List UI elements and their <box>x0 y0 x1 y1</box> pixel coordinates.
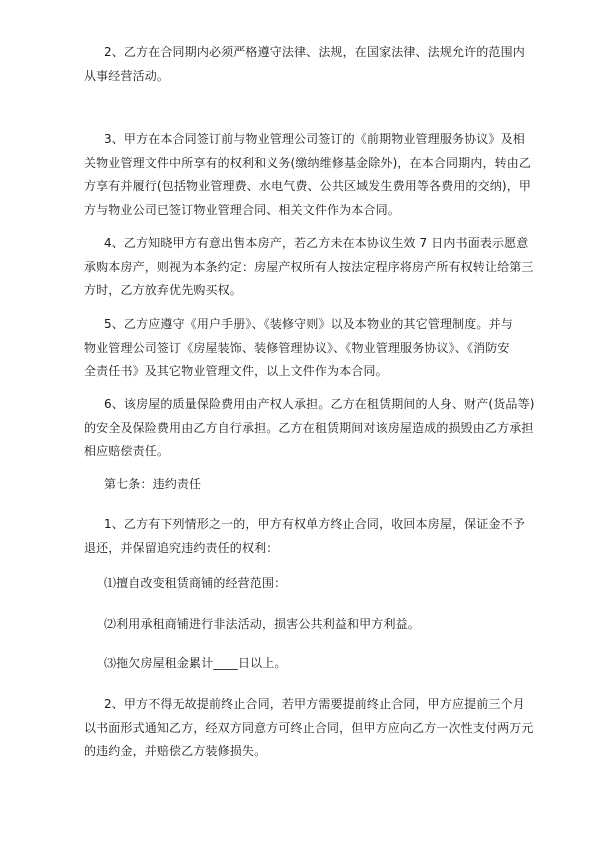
text-line: 承购本房产，则视为本条约定：房屋产权所有人按法定程序将房产所有权转让给第三 <box>84 259 534 274</box>
text-line: 2、甲方不得无故提前终止合同，若甲方需要提前终止合同，甲方应提前三个月 <box>104 697 525 711</box>
list-item-breach-1-3 <box>84 652 514 676</box>
paragraph-breach-1 <box>84 513 525 560</box>
text-line: 方享有并履行(包括物业管理费、水电气费、公共区域发生费用等各费用的交纳)，甲 <box>84 179 532 193</box>
text-line: 的违约金，并赔偿乙方装修损失。 <box>84 744 267 758</box>
paragraph-breach-2 <box>84 693 534 764</box>
section-heading-article-7 <box>84 473 514 497</box>
text-line: 关物业管理文件中所享有的权利和义务(缴纳维修基金除外)，在本合同期内，转由乙 <box>84 155 532 170</box>
text-line: 2、乙方在合同期内必须严格遵守法律、法规，在国家法律、法规允许的范围内 <box>104 45 525 59</box>
paragraph-clause-2 <box>84 41 525 88</box>
text-line: 全责任书》及其它物业管理文件，以上文件作为本合同。 <box>84 364 388 378</box>
text-line: 6、该房屋的质量保险费用由产权人承担。乙方在租赁期间的人身、财产(货品等) <box>104 397 535 411</box>
text-line: 3、甲方在本合同签订前与物业管理公司签订的《前期物业管理服务协议》及相 <box>104 132 525 146</box>
paragraph-clause-3 <box>84 128 532 222</box>
text-line: 相应赔偿责任。 <box>84 444 170 458</box>
text-line: ⑴擅自改变租赁商铺的经营范围： <box>104 576 287 590</box>
text-line: ⑶拖欠房屋租金累计____日以上。 <box>104 656 287 670</box>
text-line: 退还，并保留追究违约责任的权利： <box>84 540 279 555</box>
text-line: 从事经营活动。 <box>84 68 170 83</box>
text-line: 方时，乙方放弃优先购买权。 <box>84 283 242 297</box>
text-line: ⑵利用承租商铺进行非法活动，损害公共利益和甲方利益。 <box>104 617 420 631</box>
paragraph-clause-6 <box>84 393 535 464</box>
text-line: 的安全及保险费用由乙方自行承担。乙方在租赁期间对该房屋造成的损毁由乙方承担 <box>84 420 534 435</box>
list-item-breach-1-1 <box>84 572 514 596</box>
text-line: 物业管理公司签订《房屋装饰、装修管理协议》、《物业管理服务协议》、《消防安 <box>84 340 510 355</box>
text-line: 以书面形式通知乙方，经双方同意方可终止合同，但甲方应向乙方一次性支付两万元 <box>84 720 534 735</box>
paragraph-clause-5 <box>84 313 514 384</box>
list-item-breach-1-2 <box>84 613 514 637</box>
text-line: 方与物业公司已签订物业管理合同、相关文件作为本合同。 <box>84 202 400 217</box>
text-line: 4、乙方知晓甲方有意出售本房产，若乙方未在本协议生效 7 日内书面表示愿意 <box>104 236 529 250</box>
text-line: 第七条：违约责任 <box>104 477 202 491</box>
text-line: 1、乙方有下列情形之一的，甲方有权单方终止合同，收回本房屋，保证金不予 <box>104 517 525 531</box>
paragraph-clause-4 <box>84 232 534 303</box>
text-line: 5、乙方应遵守《用户手册》、《装修守则》以及本物业的其它管理制度。并与 <box>104 317 513 331</box>
